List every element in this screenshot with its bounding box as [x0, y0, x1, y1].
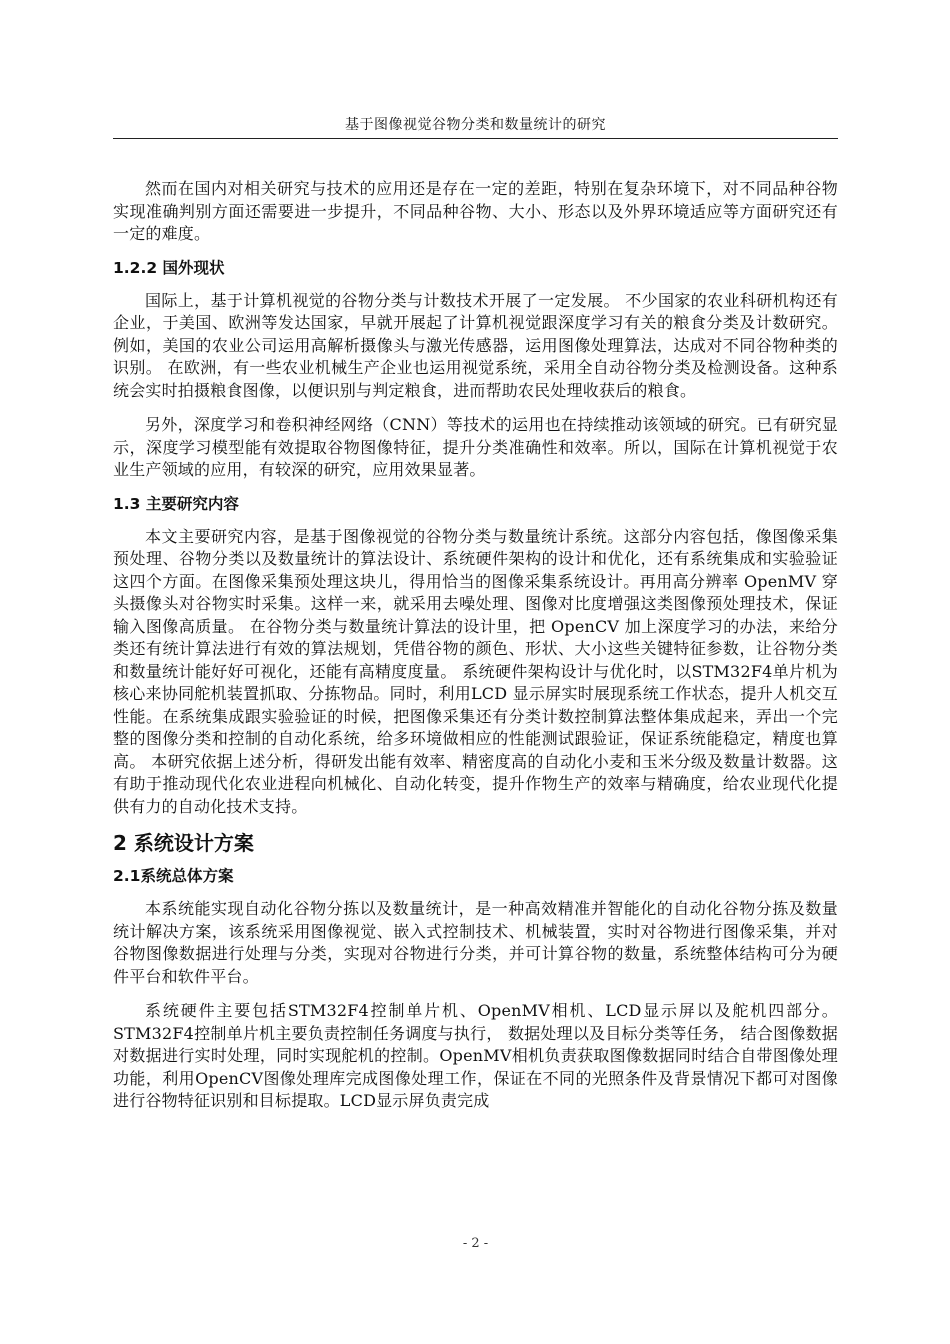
- page-number: - 2 -: [462, 1236, 489, 1251]
- page-body: [113, 178, 838, 1125]
- paragraph-domestic-gap: 然而在国内对相关研究与技术的应用还是存在一定的差距，特别在复杂环境下，对不同品种谷物实现准确判别方面还需要进一步提升，不同品种谷物、大小、形态以及外界环境适应等方面研究还有一定的难度。: [113, 179, 838, 243]
- paragraph-international-status: 国际上，基于计算机视觉的谷物分类与计数技术开展了一定发展。 不少国家的农业科研机构还有企业，于美国、欧洲等发达国家，早就开展起了计算机视觉跟深度学习有关的粮食分类及计数研究。 例如，美国的农业公司运用高解析摄像头与激光传感器，运用图像处理算法，达成对不同谷物种类的识别。 在欧洲，有一些农业机械生产企业也运用视觉系统，采用全自动谷物分类及检测设备。这种系统会实时拍摄粮食图像，以便识别与判定粮食，进而帮助农民处理收获后的粮食。: [113, 290, 838, 400]
- header-divider: [113, 138, 838, 139]
- heading-1-3: 1.3 主要研究内容: [113, 494, 239, 513]
- paragraph-system-overview: 本系统能实现自动化谷物分拣以及数量统计，是一种高效精准并智能化的自动化谷物分拣及数量统计解决方案，该系统采用图像视觉、嵌入式控制技术、机械装置，实时对谷物进行图像采集，并对谷物图像数据进行处理与分类，实现对谷物进行分类，并可计算谷物的数量，系统整体结构可分为硬件平台和软件平台。: [113, 899, 838, 986]
- paragraph-main-research: 本文主要研究内容，是基于图像视觉的谷物分类与数量统计系统。这部分内容包括，像图像采集预处理、谷物分类以及数量统计的算法设计、系统硬件架构的设计和优化，还有系统集成和实验验证这四个方面。在图像采集预处理这块儿，得用恰当的图像采集系统设计。再用高分辨率 OpenMV 穿头摄像头对谷物实时采集。这样一来，就采用去噪处理、图像对比度增强这类图像预处理技术，保证输入图像高质量。 在谷物分类与数量统计算法的设计里，把 OpenCV 加上深度学习的办法，来给分类还有统计算法进行有效的算法规划，凭借谷物的颜色、形状、大小这些关键特征参数，让谷物分类和数量统计能好好可视化，还能有高精度度量。 系统硬件架构设计与优化时，以STM32F4单片机为核心来协同舵机装置抓取、分拣物品。同时，利用LCD 显示屏实时展现系统工作状态，提升人机交互性能。在系统集成跟实验验证的时候，把图像采集还有分类计数控制算法整体集成起来，弄出一个完整的图像分类和控制的自动化系统，给多环境做相应的性能测试跟验证，保证系统能稳定，精度也算高。 本研究依据上述分析，得研发出能有效率、精密度高的自动化小麦和玉米分级及数量计数器。这有助于推动现代化农业进程向机械化、自动化转变，提升作物生产的效率与精确度，给农业现代化提供有力的自动化技术支持。: [113, 526, 838, 816]
- heading-1-2-2: 1.2.2 国外现状: [113, 258, 225, 277]
- heading-2-1: 2.1系统总体方案: [113, 867, 234, 885]
- running-header: 基于图像视觉谷物分类和数量统计的研究: [345, 117, 606, 133]
- heading-2: 2 系统设计方案: [113, 831, 254, 855]
- paragraph-hardware: 系统硬件主要包括STM32F4控制单片机、OpenMV相机、LCD显示屏以及舵机四部分。STM32F4控制单片机主要负责控制任务调度与执行， 数据处理以及目标分类等任务， 结合图像数据对数据进行实时处理，同时实现舵机的控制。OpenMV相机负责获取图像数据同时结合自带图像处理功能，利用OpenCV图像处理库完成图像处理工作，保证在不同的光照条件及背景情况下都可对图像进行谷物特征识别和目标提取。LCD显示屏负责完成: [113, 1001, 838, 1110]
- paragraph-deep-learning: 另外，深度学习和卷积神经网络（CNN）等技术的运用也在持续推动该领域的研究。已有研究显示，深度学习模型能有效提取谷物图像特征，提升分类准确性和效率。所以，国际在计算机视觉于农业生产领域的应用，有较深的研究，应用效果显著。: [113, 415, 838, 479]
